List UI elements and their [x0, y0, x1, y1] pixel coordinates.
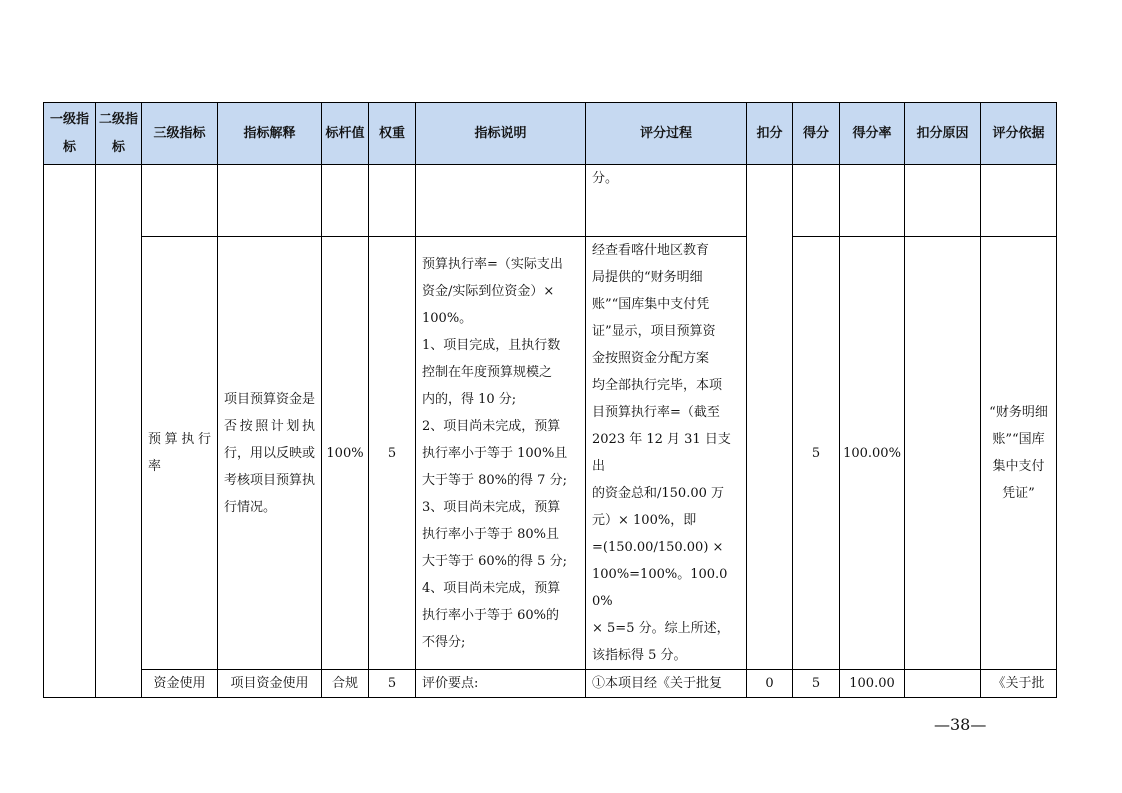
text-line: 账”“国库集中支付凭 — [592, 297, 710, 312]
process-cell: ①本项目经《关于批复 — [586, 670, 747, 698]
weight-cell: 5 — [369, 237, 416, 670]
header-level3: 三级指标 — [142, 103, 218, 165]
process-lines — [592, 237, 740, 669]
score-cell: 5 — [793, 670, 840, 698]
basis-cell: “财务明细账”“国库集中支付凭证” — [981, 237, 1057, 670]
deduct-cell — [747, 165, 793, 670]
text-line: 金按照资金分配方案 — [592, 351, 710, 366]
desc-cell — [416, 237, 586, 670]
process-cell — [586, 237, 747, 670]
text-line: 2023 年 12 月 31 日支出 — [592, 432, 731, 474]
text-line: 大于等于 60%的得 5 分; — [422, 553, 567, 569]
weight-cell — [369, 165, 416, 237]
desc-cell — [416, 165, 586, 237]
text-line: 控制在年度预算规模之 — [422, 364, 553, 380]
text-line: 资金/实际到位资金）× — [422, 283, 555, 299]
text-line: 执行率小于等于 80%且 — [422, 526, 560, 542]
text-line: 目预算执行率=（截至 — [592, 405, 720, 420]
reason-cell — [905, 237, 981, 670]
explain-cell: 项目资金使用 — [218, 670, 322, 698]
evaluation-table — [43, 102, 1057, 698]
target-cell: 100% — [322, 237, 369, 670]
level3-cell — [142, 165, 218, 237]
deduct-cell: 0 — [747, 670, 793, 698]
header-rate: 得分率 — [840, 103, 905, 165]
text-line: 证”显示，项目预算资 — [592, 324, 716, 339]
rate-cell: 100.00% — [840, 237, 905, 670]
level2-cell — [96, 165, 142, 698]
basis-cell — [981, 165, 1057, 237]
weight-cell: 5 — [369, 670, 416, 698]
text-line: 局提供的“财务明细 — [592, 270, 703, 285]
header-weight: 权重 — [369, 103, 416, 165]
target-cell: 合规 — [322, 670, 369, 698]
text-line: 执行率小于等于 100%且 — [422, 445, 568, 461]
text-line: 该指标得 5 分。 — [592, 648, 687, 663]
reason-cell — [905, 165, 981, 237]
page-number: —38— — [934, 715, 987, 734]
text-line: 预算执行率=（实际支出 — [422, 256, 563, 272]
text-line: 4、项目尚未完成，预算 — [422, 580, 561, 596]
desc-cell: 评价要点: — [416, 670, 586, 698]
text-line: =(150.00/150.00) × — [592, 540, 724, 555]
basis-cell: 《关于批 — [981, 670, 1057, 698]
desc-lines — [422, 251, 579, 656]
header-desc: 指标说明 — [416, 103, 586, 165]
explain-cell: 项目预算资金是否按照计划执行，用以反映或考核项目预算执行情况。 — [218, 237, 322, 670]
header-deduct: 扣分 — [747, 103, 793, 165]
header-level1: 一级指标 — [44, 103, 96, 165]
target-cell — [322, 165, 369, 237]
text-line: 1、项目完成，且执行数 — [422, 337, 561, 353]
text-line: 均全部执行完毕，本项 — [592, 378, 723, 393]
header-row — [44, 103, 1057, 165]
header-process: 评分过程 — [586, 103, 747, 165]
text-line: 内的，得 10 分; — [422, 391, 517, 407]
header-target: 标杆值 — [322, 103, 369, 165]
level3-cell: 预算执行率 — [142, 237, 218, 670]
header-score: 得分 — [793, 103, 840, 165]
text-line: 元）× 100%，即 — [592, 513, 697, 528]
header-explain: 指标解释 — [218, 103, 322, 165]
text-line: 100%。 — [422, 310, 473, 326]
header-level2: 二级指标 — [96, 103, 142, 165]
text-line: 100%=100%。100.00% — [592, 567, 728, 609]
score-cell — [793, 165, 840, 237]
text-line: × 5=5 分。综上所述， — [592, 621, 730, 636]
level3-cell: 资金使用 — [142, 670, 218, 698]
text-line: 3、项目尚未完成，预算 — [422, 499, 561, 515]
table-row — [44, 237, 1057, 670]
text-line: 执行率小于等于 60%的 — [422, 607, 560, 623]
rate-cell: 100.00 — [840, 670, 905, 698]
score-cell: 5 — [793, 237, 840, 670]
text-line: 经查看喀什地区教育 — [592, 243, 710, 258]
text-line: 不得分; — [422, 634, 466, 650]
text-line: 的资金总和/150.00 万 — [592, 486, 724, 501]
process-cell: 分。 — [586, 165, 747, 237]
table-row — [44, 670, 1057, 698]
table-row — [44, 165, 1057, 237]
reason-cell — [905, 670, 981, 698]
header-reason: 扣分原因 — [905, 103, 981, 165]
level1-cell — [44, 165, 96, 698]
header-basis: 评分依据 — [981, 103, 1057, 165]
text-line: 大于等于 80%的得 7 分; — [422, 472, 567, 488]
rate-cell — [840, 165, 905, 237]
text-line: 2、项目尚未完成，预算 — [422, 418, 561, 434]
explain-cell — [218, 165, 322, 237]
